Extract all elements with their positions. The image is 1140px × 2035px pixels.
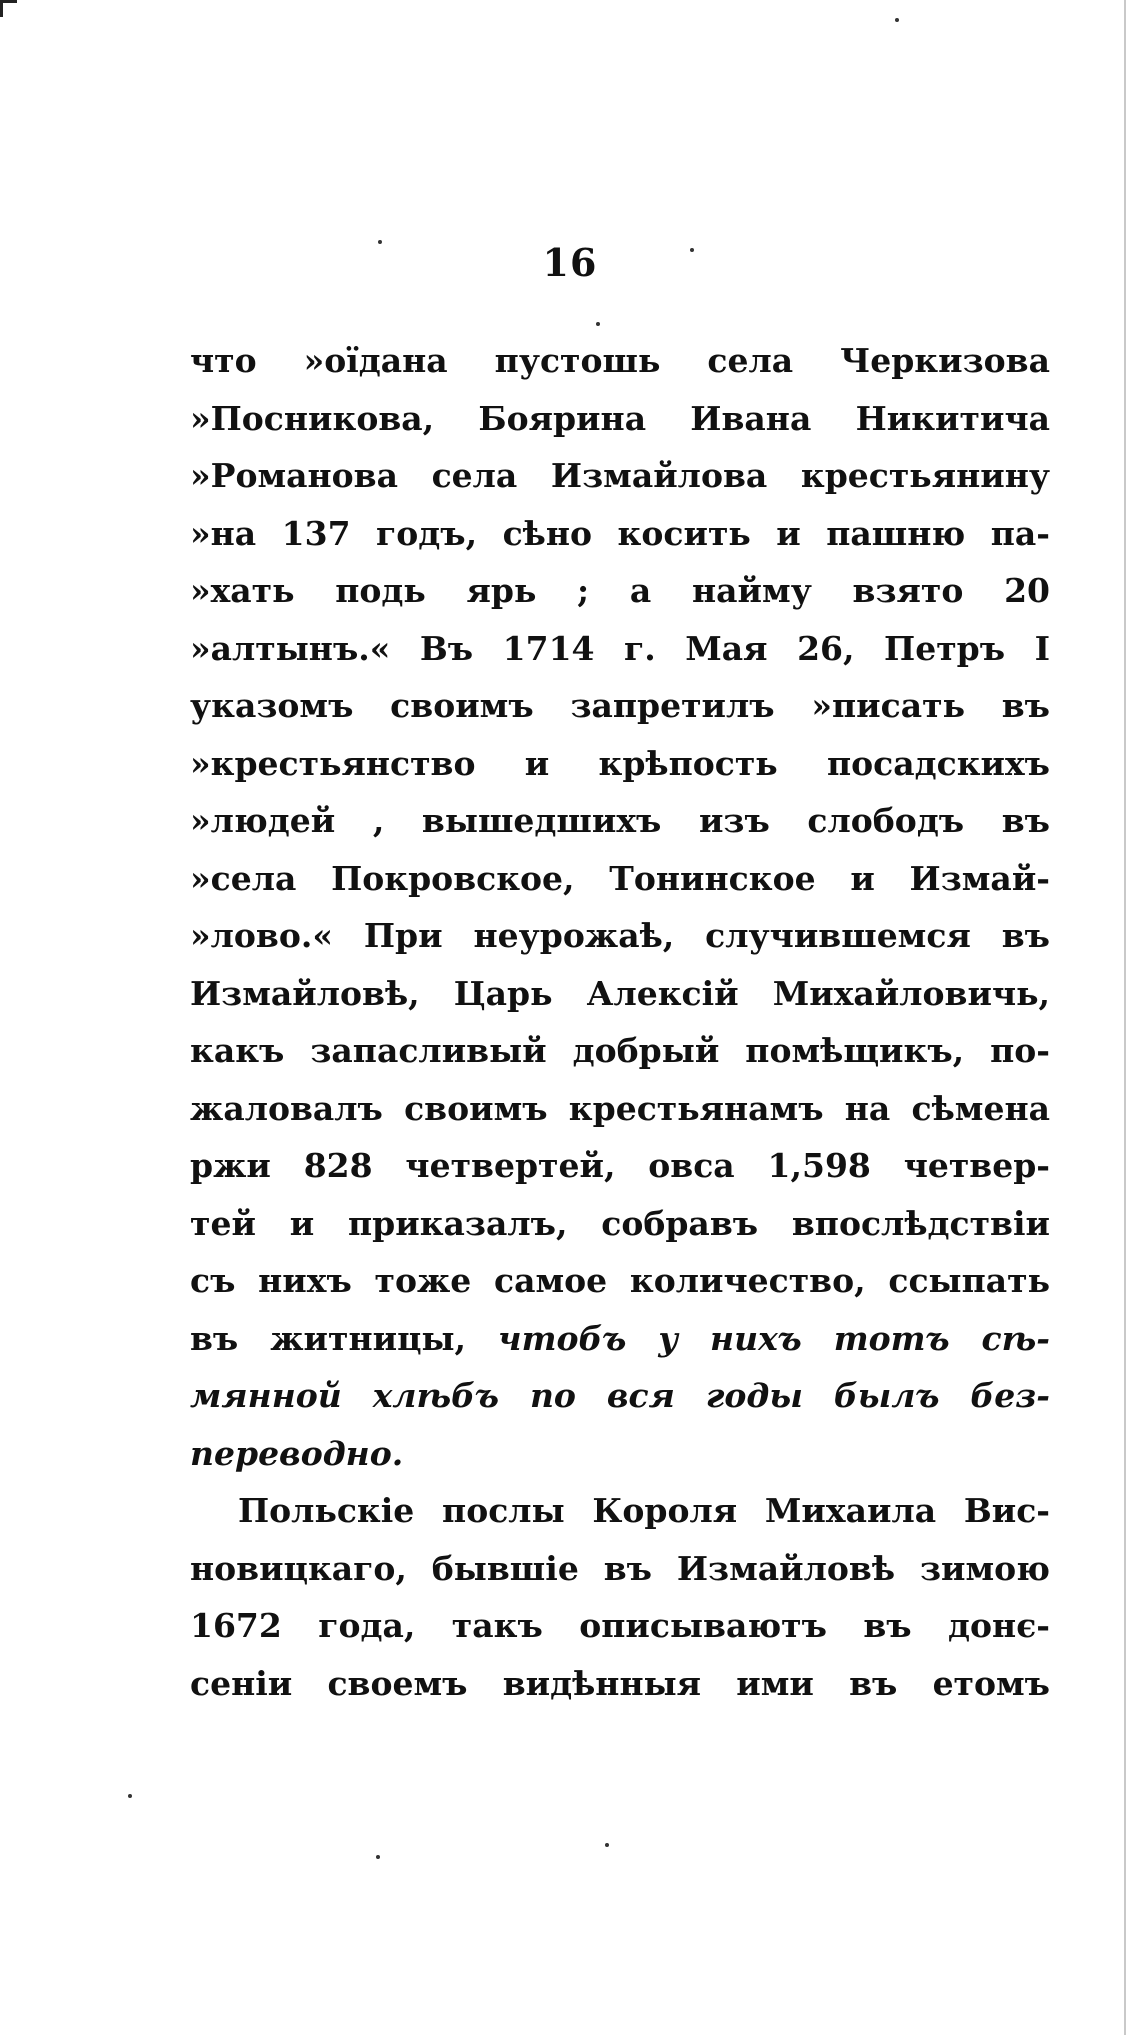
dust-speck <box>605 1843 609 1847</box>
corner-mark <box>0 0 17 17</box>
text-line: »Посникова, Боярина Ивана Никитича <box>190 398 1050 438</box>
text-line: Польскіе послы Короля Михаила Вис- <box>238 1491 1050 1530</box>
text-line: »села Покровское, Тонинское и Измай- <box>190 858 1050 898</box>
text-line: »Романова села Измайлова крестьянину <box>190 456 1050 495</box>
page-number: 16 <box>542 240 598 285</box>
text-line-italic: мянной хлѣбъ по вся годы былъ без- <box>190 1376 1050 1415</box>
dust-speck <box>376 1855 380 1859</box>
text-line: Измайловѣ, Царь Алексій Михайловичь, <box>190 973 1050 1013</box>
text-line: »хать подь ярь ; а найму взято 20 <box>190 571 1050 610</box>
text-line: »на 137 годъ, сѣно косить и пашню па- <box>190 513 1050 553</box>
text-italic-part: чтобъ у нихъ тотъ сѣ- <box>498 1318 1050 1358</box>
text-line: »алтынъ.« Въ 1714 г. Мая 26, Петръ I <box>190 628 1050 668</box>
text-regular-part: въ житницы, <box>190 1318 467 1358</box>
text-line: новицкаго, бывшіе въ Измайловѣ зимою <box>190 1548 1050 1588</box>
text-line: сеніи своемъ видѣнныя ими въ етомъ <box>190 1663 1050 1703</box>
text-line: ржи 828 четвертей, овса 1,598 четвер- <box>190 1146 1050 1185</box>
text-line: »крестьянство и крѣпость посадскихъ <box>190 743 1050 783</box>
text-line: жаловалъ своимъ крестьянамъ на сѣмена <box>190 1088 1050 1128</box>
text-line: 1672 года, такъ описываютъ въ донє- <box>190 1606 1050 1645</box>
dust-speck <box>690 248 694 252</box>
dust-speck <box>378 240 382 244</box>
dust-speck <box>596 322 600 326</box>
text-line: указомъ своимъ запретилъ »писать въ <box>190 686 1050 725</box>
text-line: что »оїдана пустошь села Черкизова <box>190 341 1050 380</box>
text-line: »лово.« При неурожаѣ, случившемся въ <box>190 916 1050 955</box>
dust-speck <box>128 1794 132 1798</box>
text-line: съ нихъ тоже самое количество, ссыпать <box>190 1261 1050 1300</box>
text-line-mixed <box>190 1310 1050 1368</box>
page-edge-line <box>1124 0 1126 2035</box>
text-line: какъ запасливый добрый помѣщикъ, по- <box>190 1031 1050 1070</box>
text-line: »людей , вышедшихъ изъ слободъ въ <box>190 801 1050 840</box>
dust-speck <box>895 18 899 22</box>
text-line-italic: переводно. <box>190 1433 404 1473</box>
body-text <box>190 332 1050 1712</box>
text-line: тей и приказалъ, собравъ впослѣдствіи <box>190 1203 1050 1243</box>
